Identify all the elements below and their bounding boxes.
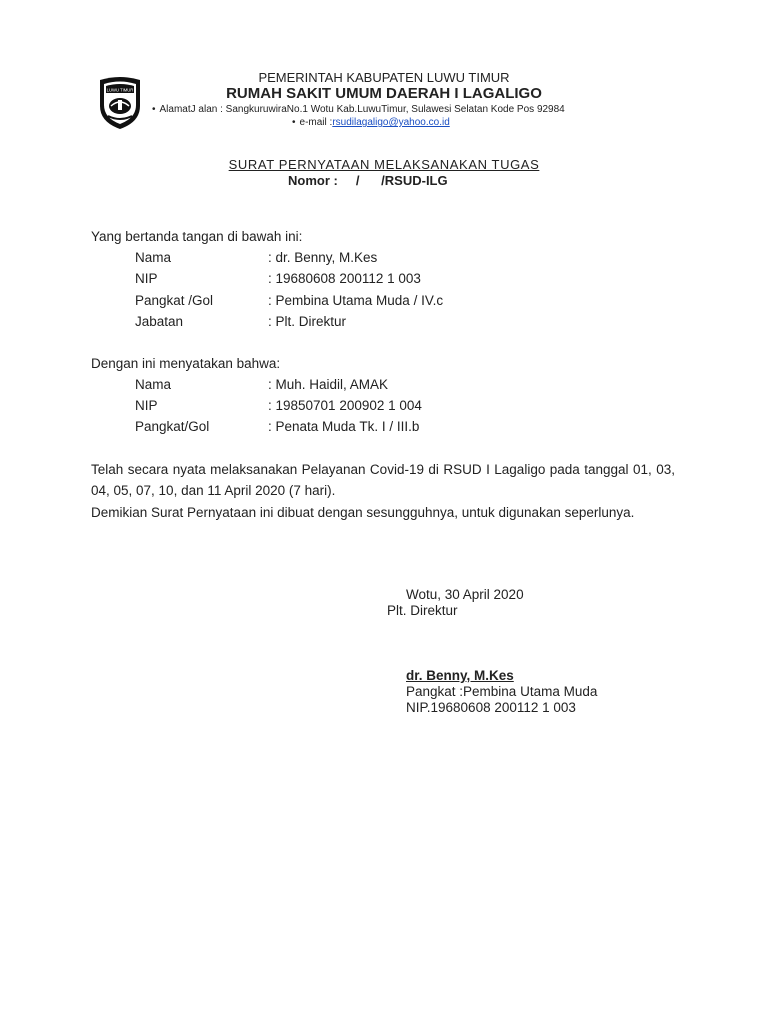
field-value: : Penata Muda Tk. I / III.b — [268, 419, 420, 434]
field-value: : Muh. Haidil, AMAK — [268, 377, 389, 392]
field-label: Pangkat /Gol — [135, 293, 214, 308]
field-label: Nama — [135, 377, 172, 392]
hospital-name: RUMAH SAKIT UMUM DAERAH I LAGALIGO — [226, 85, 542, 102]
bullet-icon: • — [152, 104, 156, 115]
field-label: NIP — [135, 398, 158, 413]
signatory-position: Plt. Direktur — [387, 603, 458, 618]
signatory-nip: NIP.19680608 200112 1 003 — [406, 700, 576, 715]
email-link[interactable]: rsudilagaligo@yahoo.co.id — [332, 117, 450, 128]
field-value: : 19850701 200902 1 004 — [268, 398, 422, 413]
field-label: Jabatan — [135, 314, 184, 329]
field-label: NIP — [135, 271, 158, 286]
field-value: : Plt. Direktur — [268, 314, 347, 329]
place-date: Wotu, 30 April 2020 — [406, 587, 524, 602]
field-value: : Pembina Utama Muda / IV.c — [268, 293, 444, 308]
signer-intro: Yang bertanda tangan di bawah ini: — [91, 229, 303, 244]
statement-paragraph: Telah secara nyata melaksanakan Pelayanan Covid-19 di RSUD I Lagaligo pada tanggal 01, 03, 04, 05, 07, 10, dan 11 April 2020 (7 hari). — [91, 462, 675, 499]
signer-row-nip — [135, 271, 421, 286]
subject-intro: Dengan ini menyatakan bahwa: — [91, 356, 281, 371]
document-title: SURAT PERNYATAAN MELAKSANAKAN TUGAS — [228, 157, 540, 172]
document-number: Nomor : / /RSUD-ILG — [288, 173, 448, 188]
closing-paragraph: Demikian Surat Pernyataan ini dibuat dengan sesungguhnya, untuk digunakan seperlunya. — [91, 505, 635, 520]
signer-row-position — [135, 314, 347, 329]
field-value: : dr. Benny, M.Kes — [268, 250, 378, 265]
government-name: PEMERINTAH KABUPATEN LUWU TIMUR — [258, 70, 510, 85]
subject-row-name — [135, 377, 389, 392]
bullet-icon: • — [292, 117, 296, 128]
signatory-rank: Pangkat :Pembina Utama Muda — [406, 684, 598, 699]
letterhead-address-block — [152, 103, 565, 129]
subject-row-rank — [135, 419, 420, 434]
field-label: Nama — [135, 250, 172, 265]
logo-text: LUWU TIMUR — [106, 87, 134, 93]
signer-row-name — [135, 250, 378, 265]
signatory-name: dr. Benny, M.Kes — [406, 668, 514, 683]
field-value: : 19680608 200112 1 003 — [268, 271, 421, 286]
subject-row-nip — [135, 398, 422, 413]
field-label: Pangkat/Gol — [135, 419, 210, 434]
email-label: e-mail : — [299, 117, 333, 128]
address-line: AlamatJ alan : SangkuruwiraNo.1 Wotu Kab.LuwuTimur, Sulawesi Selatan Kode Pos 92984 — [159, 104, 565, 115]
signer-row-rank — [135, 293, 444, 308]
